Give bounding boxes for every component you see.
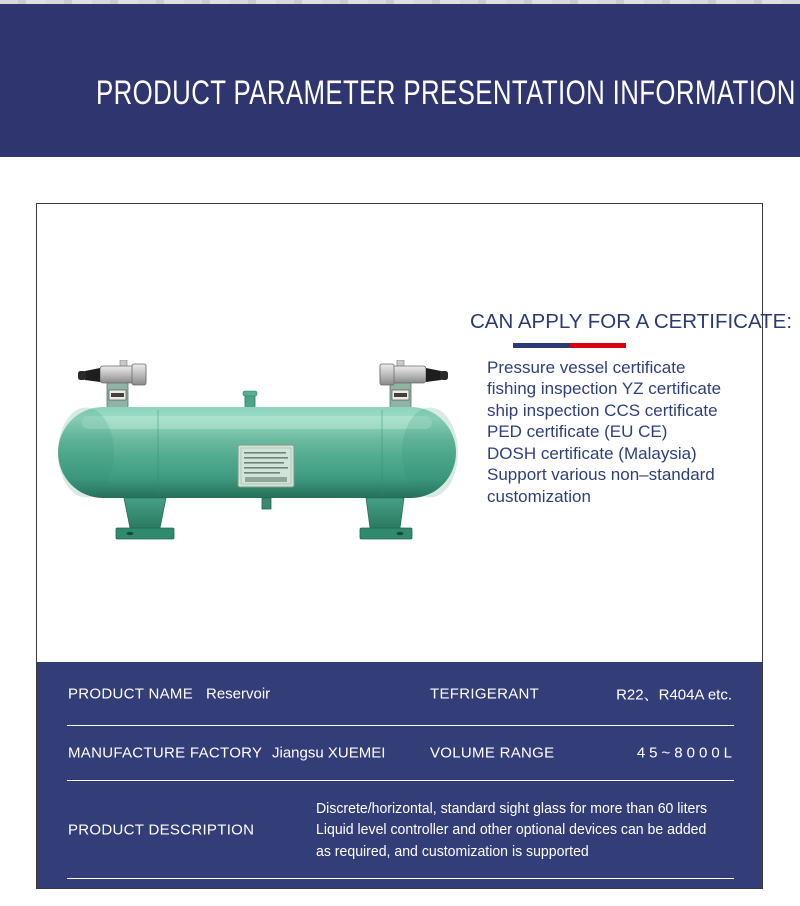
refrigerant-value: R22、R404A etc. <box>616 686 732 703</box>
parameter-table <box>37 662 762 888</box>
description-line: Discrete/horizontal, standard sight glass for more than 60 liters <box>316 799 708 817</box>
certificate-heading: CAN APPLY FOR A CERTIFICATE: <box>470 310 793 333</box>
bottom-fitting-icon <box>262 498 271 509</box>
volume-range-value: 45~8000L <box>636 744 736 762</box>
product-description-label: PRODUCT DESCRIPTION <box>68 821 255 838</box>
product-description-value <box>316 797 707 862</box>
product-name-label: PRODUCT NAME <box>68 685 193 702</box>
manufacture-factory-label: MANUFACTURE FACTORY <box>68 744 263 762</box>
top-fitting-icon <box>243 391 257 408</box>
certificate-item: customization <box>487 486 591 506</box>
refrigerant-label: TEFRIGERANT <box>430 685 540 702</box>
volume-range-label: VOLUME RANGE <box>430 744 555 762</box>
certificate-item: fishing inspection YZ certificate <box>487 379 722 398</box>
certificate-list <box>487 357 755 508</box>
certificate-item: ship inspection CCS certificate <box>487 400 718 420</box>
content-box <box>36 203 793 889</box>
product-name-value: Reservoir <box>206 685 271 702</box>
table-row <box>37 781 762 878</box>
description-line: as required, and customization is supported <box>316 842 589 860</box>
description-line: Liquid level controller and other optional devices can be added <box>316 820 707 838</box>
accent-underline <box>513 343 626 348</box>
certificate-item: DOSH certificate (Malaysia) <box>487 443 697 463</box>
reservoir-tank-illustration <box>52 360 464 550</box>
accent-underline-navy <box>513 343 570 348</box>
table-row <box>37 662 762 725</box>
row-divider <box>67 878 734 879</box>
table-row <box>37 726 762 780</box>
manufacture-factory-value: Jiangsu XUEMEI <box>272 744 386 762</box>
nameplate <box>238 445 294 487</box>
left-valve-icon <box>78 360 146 408</box>
accent-underline-red <box>570 343 626 348</box>
certificate-item: Support various non–standard <box>487 465 715 484</box>
right-valve-icon <box>380 360 448 408</box>
header-band <box>0 4 800 157</box>
certificate-item: PED certificate (EU CE) <box>487 422 668 441</box>
certificate-block <box>470 309 793 507</box>
product-image <box>52 360 464 550</box>
certificate-item: Pressure vessel certificate <box>487 357 686 377</box>
page-title: PRODUCT PARAMETER PRESENTATION INFORMATION <box>96 74 796 112</box>
